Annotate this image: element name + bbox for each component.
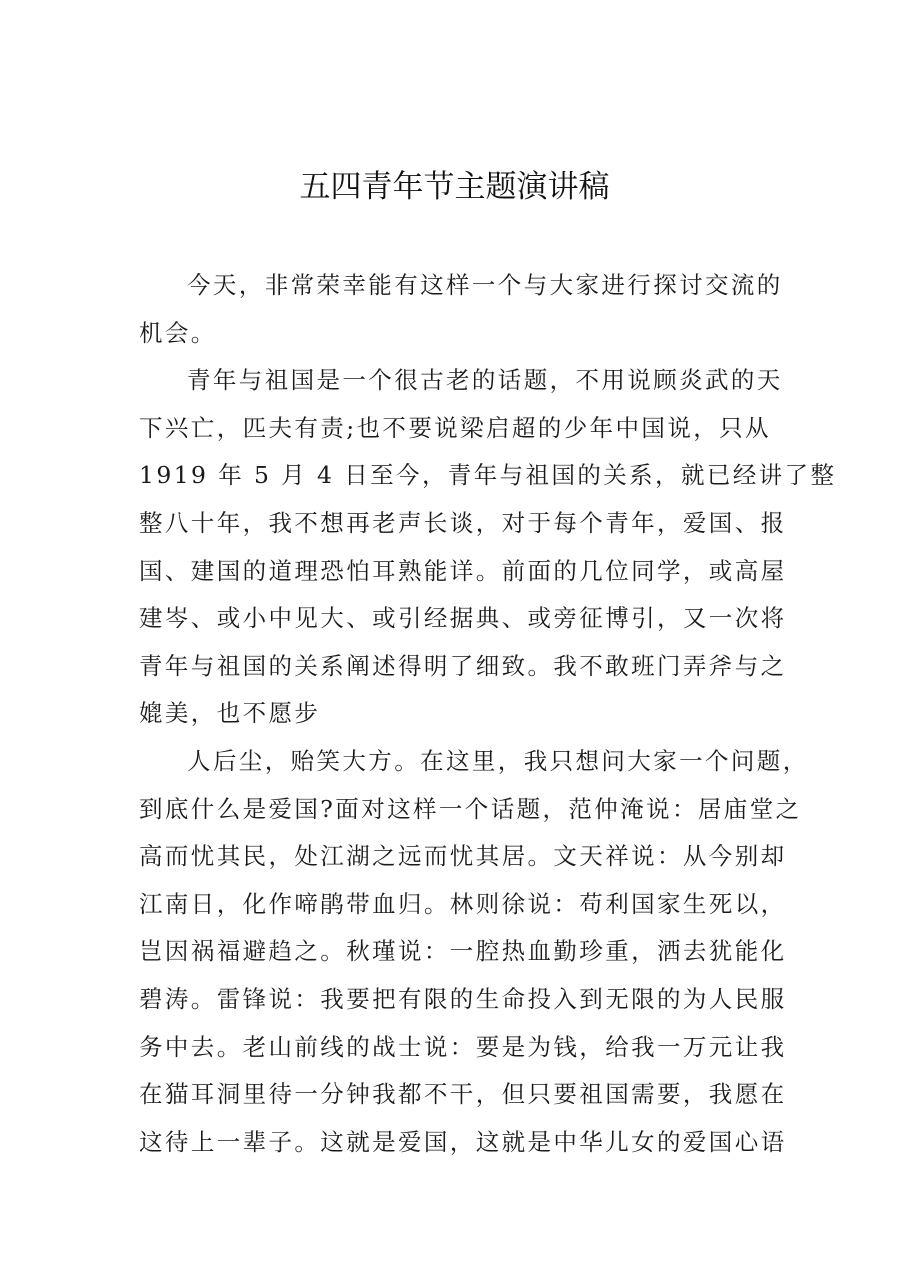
text-line: 整八十年，我不想再老声长谈，对于每个青年，爱国、报 xyxy=(139,508,787,537)
paragraph-3 xyxy=(139,738,809,1166)
text-line: 人后尘，贻笑大方。在这里，我只想问大家一个问题， xyxy=(187,746,809,775)
text-line: 高而忧其民，处江湖之远而忧其居。文天祥说：从今别却 xyxy=(139,842,787,871)
text-line: 机会。 xyxy=(139,318,217,347)
paragraph-1 xyxy=(139,262,783,357)
document-title: 五四青年节主题演讲稿 xyxy=(299,169,610,205)
text-line: 1919 年 5 月 4 日至今，青年与祖国的关系，就已经讲了整 xyxy=(139,461,837,490)
text-line: 今天，非常荣幸能有这样一个与大家进行探讨交流的 xyxy=(187,271,783,299)
text-line: 到底什么是爱国?面对这样一个话题，范仲淹说：居庙堂之 xyxy=(139,794,802,823)
text-line: 媲美，也不愿步 xyxy=(139,699,321,728)
text-line: 岂因祸福避趋之。秋瑾说：一腔热血勤珍重，洒去犹能化 xyxy=(139,937,787,966)
text-line: 国、建国的道理恐怕耳熟能详。前面的几位同学，或高屋 xyxy=(139,556,787,585)
text-line: 这待上一辈子。这就是爱国，这就是中华儿女的爱国心语 xyxy=(139,1127,787,1156)
text-line: 下兴亡，匹夫有责;也不要说梁启超的少年中国说，只从 xyxy=(139,413,771,442)
text-line: 建岑、或小中见大、或引经据典、或旁征博引，又一次将 xyxy=(139,604,787,633)
text-line: 碧涛。雷锋说：我要把有限的生命投入到无限的为人民服 xyxy=(139,984,787,1013)
text-line: 在猫耳洞里待一分钟我都不干，但只要祖国需要，我愿在 xyxy=(139,1080,787,1109)
text-line: 青年与祖国的关系阐述得明了细致。我不敢班门弄斧与之 xyxy=(139,651,787,680)
text-line: 青年与祖国是一个很古老的话题，不用说顾炎武的天 xyxy=(187,366,783,395)
paragraph-2 xyxy=(139,357,837,738)
document-body xyxy=(139,262,837,1166)
text-line: 江南日，化作啼鹃带血归。林则徐说：苟利国家生死以， xyxy=(139,889,787,918)
text-line: 务中去。老山前线的战士说：要是为钱，给我一万元让我 xyxy=(139,1032,787,1061)
